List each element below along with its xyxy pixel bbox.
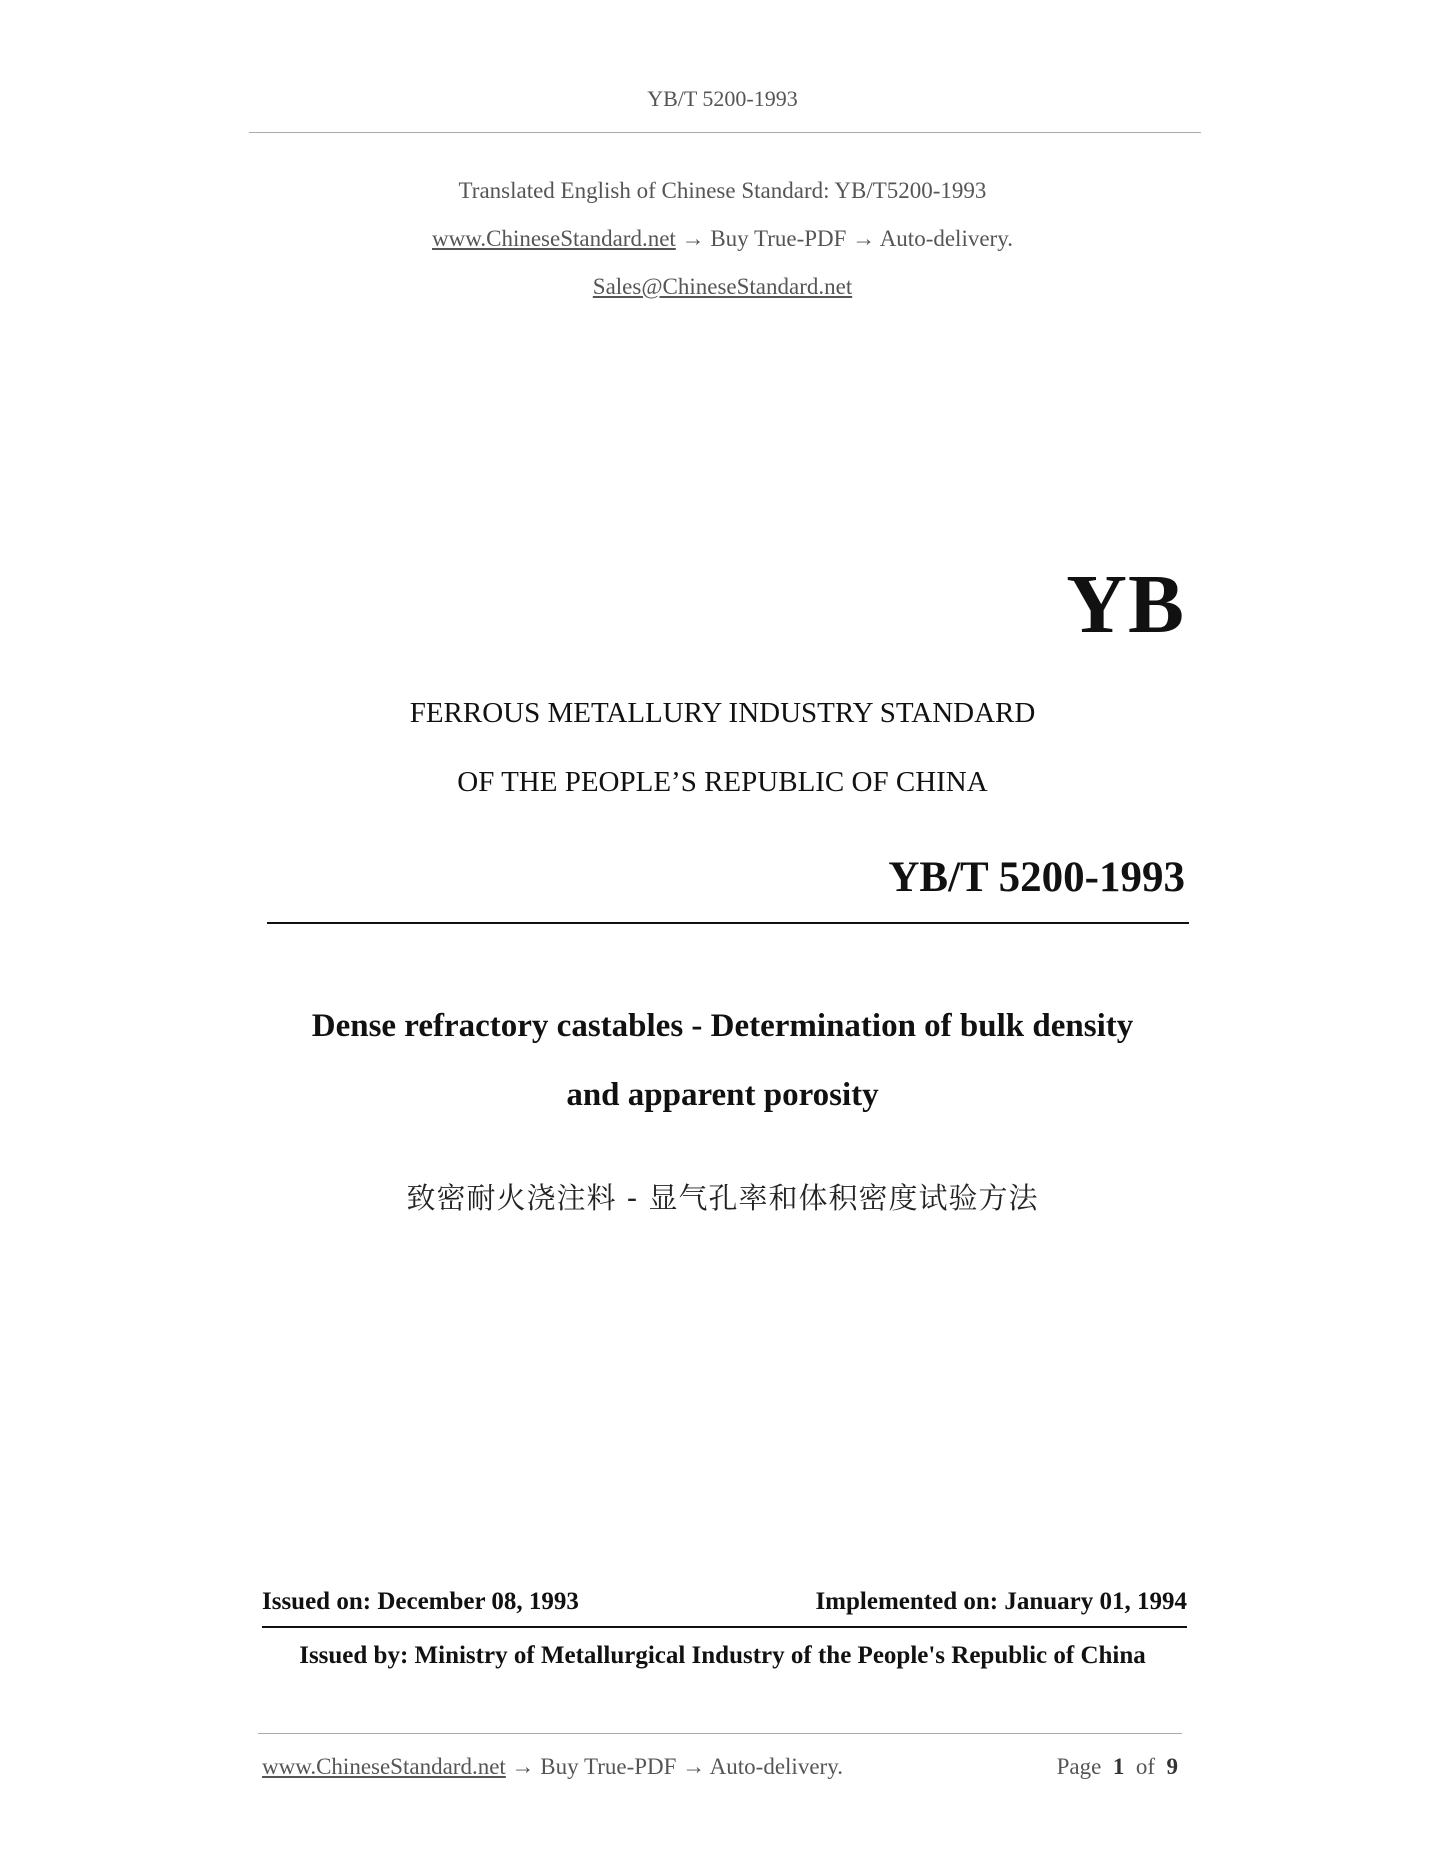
- of-label: of: [1135, 1754, 1155, 1779]
- arrow-icon: →: [511, 1754, 535, 1779]
- footer-purchase-line: [262, 1754, 843, 1780]
- standard-type-line-1: FERROUS METALLURY INDUSTRY STANDARD: [409, 697, 1036, 729]
- standard-number: YB/T 5200-1993: [888, 854, 1185, 901]
- standard-type-line-2: OF THE PEOPLE’S REPUBLIC OF CHINA: [457, 766, 988, 798]
- page-label: Page: [1056, 1754, 1102, 1779]
- arrow-icon: →: [681, 226, 705, 251]
- issued-on-date: Issued on: December 08, 1993: [262, 1588, 579, 1615]
- page-number: 1: [1112, 1754, 1125, 1779]
- document-title-line-1: Dense refractory castables - Determination of bulk density: [311, 1008, 1134, 1044]
- purchase-line: [0, 226, 1445, 252]
- delivery-text: Auto-delivery.: [879, 226, 1013, 251]
- site-link[interactable]: www.ChineseStandard.net: [432, 226, 676, 251]
- arrow-icon: →: [682, 1754, 706, 1779]
- page-indicator: [1057, 1754, 1178, 1780]
- sales-line: [0, 274, 1445, 300]
- translated-notice: Translated English of Chinese Standard: YB/T5200-1993: [458, 178, 987, 203]
- implemented-on-date: Implemented on: January 01, 1994: [815, 1588, 1187, 1615]
- sales-email-link[interactable]: Sales@ChineseStandard.net: [592, 274, 853, 299]
- running-header: YB/T 5200-1993: [647, 86, 798, 111]
- page-total: 9: [1166, 1754, 1178, 1779]
- standard-number-divider: [267, 922, 1189, 924]
- document-title-line-2: and apparent porosity: [566, 1077, 879, 1113]
- issued-by: Issued by: Ministry of Metallurgical Industry of the People's Republic of China: [299, 1642, 1146, 1669]
- buy-text: Buy True-PDF: [710, 226, 847, 251]
- header-divider: [249, 132, 1201, 133]
- footer-delivery-text: Auto-delivery.: [709, 1754, 843, 1779]
- footer-buy-text: Buy True-PDF: [540, 1754, 677, 1779]
- standard-code: YB: [1066, 558, 1185, 651]
- footer-site-link[interactable]: www.ChineseStandard.net: [262, 1754, 506, 1779]
- issuance-divider: [262, 1626, 1187, 1628]
- arrow-icon: →: [852, 226, 876, 251]
- footer-divider: [258, 1733, 1182, 1734]
- document-title-chinese: 致密耐火浇注料 - 显气孔率和体积密度试验方法: [406, 1181, 1039, 1215]
